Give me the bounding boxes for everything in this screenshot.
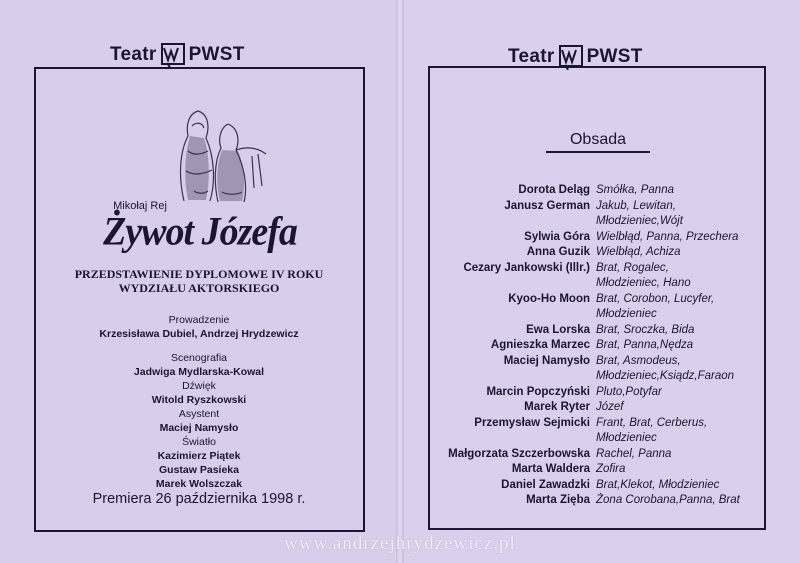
- cast-heading-underline: [546, 151, 650, 153]
- cast-role: Brat, Sroczka, Bida: [596, 323, 695, 336]
- logo-word-teatr: Teatr: [110, 44, 157, 65]
- cast-actor-spacer: [448, 307, 590, 323]
- logo-word-pwst: PWST: [586, 46, 643, 67]
- cast-role: Brat,Klekot, Młodzieniec: [596, 478, 720, 491]
- cast-heading: Obsada: [569, 131, 627, 148]
- cast-role: Jakub, Lewitan,: [596, 199, 676, 212]
- logo-word-teatr: Teatr: [508, 46, 555, 67]
- cast-actor: Anna Guzik: [526, 246, 590, 258]
- cast-role: Józef: [596, 401, 624, 413]
- cast-role: Brat, Panna,Nędza: [596, 339, 694, 351]
- cast-actor: Janusz German: [504, 199, 590, 212]
- figures-illustration: [158, 96, 278, 206]
- cast-actor-spacer: [448, 276, 590, 292]
- subtitle-line-2: WYDZIAŁU AKTORSKIEGO: [118, 281, 280, 295]
- cast-actor: Przemysław Sejmicki: [474, 416, 590, 429]
- credit-label: Asystent: [178, 408, 220, 420]
- pwst-mask-icon: [160, 42, 186, 68]
- play-title: Żywot Józefa: [103, 209, 297, 255]
- cast-actor-spacer: [448, 431, 590, 447]
- subtitle-line-1: PRZEDSTAWIENIE DYPLOMOWE IV ROKU: [74, 267, 324, 281]
- cast-role: Wielbłąd, Panna, Przechera: [596, 230, 739, 243]
- credit-name: Krzesisława Dubiel, Andrzej Hrydzewicz: [99, 328, 299, 340]
- cast-role: Brat, Rogalec,: [596, 261, 669, 274]
- credit-name: Witold Ryszkowski: [151, 394, 247, 406]
- author-name: Mikołaj Rej: [113, 200, 167, 212]
- cast-actor: Małgorzata Szczerbowska: [448, 447, 590, 460]
- cast-actor: Marcin Popczyński: [486, 385, 590, 398]
- credit-spacer: [40, 341, 358, 351]
- cast-role: Frant, Brat, Cerberus,: [596, 416, 708, 429]
- cast-role: Zofira: [596, 463, 626, 475]
- cast-actor: Cezary Jankowski (Illr.): [463, 261, 590, 274]
- cast-actor-spacer: [448, 214, 590, 230]
- cast-actor: Marta Waldera: [511, 463, 590, 475]
- cast-role: Wielbłąd, Achiza: [596, 246, 681, 258]
- cast-role: Rachel, Panna: [596, 447, 672, 460]
- cast-actor: Daniel Zawadzki: [501, 478, 590, 491]
- page-fold: [396, 0, 404, 563]
- cast-actor: Maciej Namysło: [503, 354, 590, 367]
- cast-actor: Ewa Lorska: [526, 323, 590, 336]
- credit-label: Dźwięk: [182, 380, 216, 392]
- credit-name: Marek Wolszczak: [155, 478, 243, 490]
- cast-actor: Marta Zięba: [526, 494, 590, 506]
- cast-actor: Kyoo-Ho Moon: [508, 292, 590, 305]
- cast-role: Młodzieniec,Wójt: [596, 215, 683, 227]
- cast-role: Młodzieniec, Hano: [596, 277, 691, 289]
- credits-block: [40, 313, 358, 491]
- pwst-mask-icon: [558, 44, 584, 70]
- cast-role: Pluto,Potyfar: [596, 385, 662, 398]
- credit-name: Maciej Namysło: [159, 422, 239, 434]
- cast-role: Młodzieniec: [596, 308, 657, 320]
- website-watermark: www.andrzejhrydzewicz.pl: [284, 533, 516, 554]
- credit-label: Światło: [182, 436, 216, 448]
- cast-roles-column: [596, 183, 740, 509]
- cast-actor: Sylwia Góra: [524, 230, 590, 243]
- credit-label: Scenografia: [170, 352, 228, 364]
- cast-actors-column: [448, 183, 590, 509]
- logo-word-pwst: PWST: [188, 44, 245, 65]
- cast-actor: Marek Ryter: [524, 401, 590, 413]
- cast-actor: Dorota Deląg: [518, 184, 590, 196]
- subtitle: [40, 267, 358, 295]
- theatre-logo-right: [508, 44, 643, 70]
- credit-name: Gustaw Pasieka: [159, 464, 239, 476]
- cast-actor-spacer: [448, 369, 590, 385]
- credit-name: Kazimierz Piątek: [157, 450, 241, 462]
- cast-actor: Agnieszka Marzec: [490, 339, 590, 351]
- cast-role: Młodzieniec,Ksiądz,Faraon: [596, 370, 735, 382]
- theatre-logo-left: [110, 42, 245, 68]
- cast-role: Młodzieniec: [596, 432, 657, 444]
- credit-name: Jadwiga Mydlarska-Kowal: [133, 366, 265, 378]
- cast-role: Smółka, Panna: [596, 184, 674, 196]
- credit-label: Prowadzenie: [168, 314, 230, 326]
- cast-role: Brat, Corobon, Lucyfer,: [596, 292, 715, 305]
- cast-role: Żona Corobana,Panna, Brat: [596, 494, 740, 506]
- premiere-date: Premiera 26 października 1998 r.: [92, 491, 306, 507]
- cast-role: Brat, Asmodeus,: [596, 354, 681, 367]
